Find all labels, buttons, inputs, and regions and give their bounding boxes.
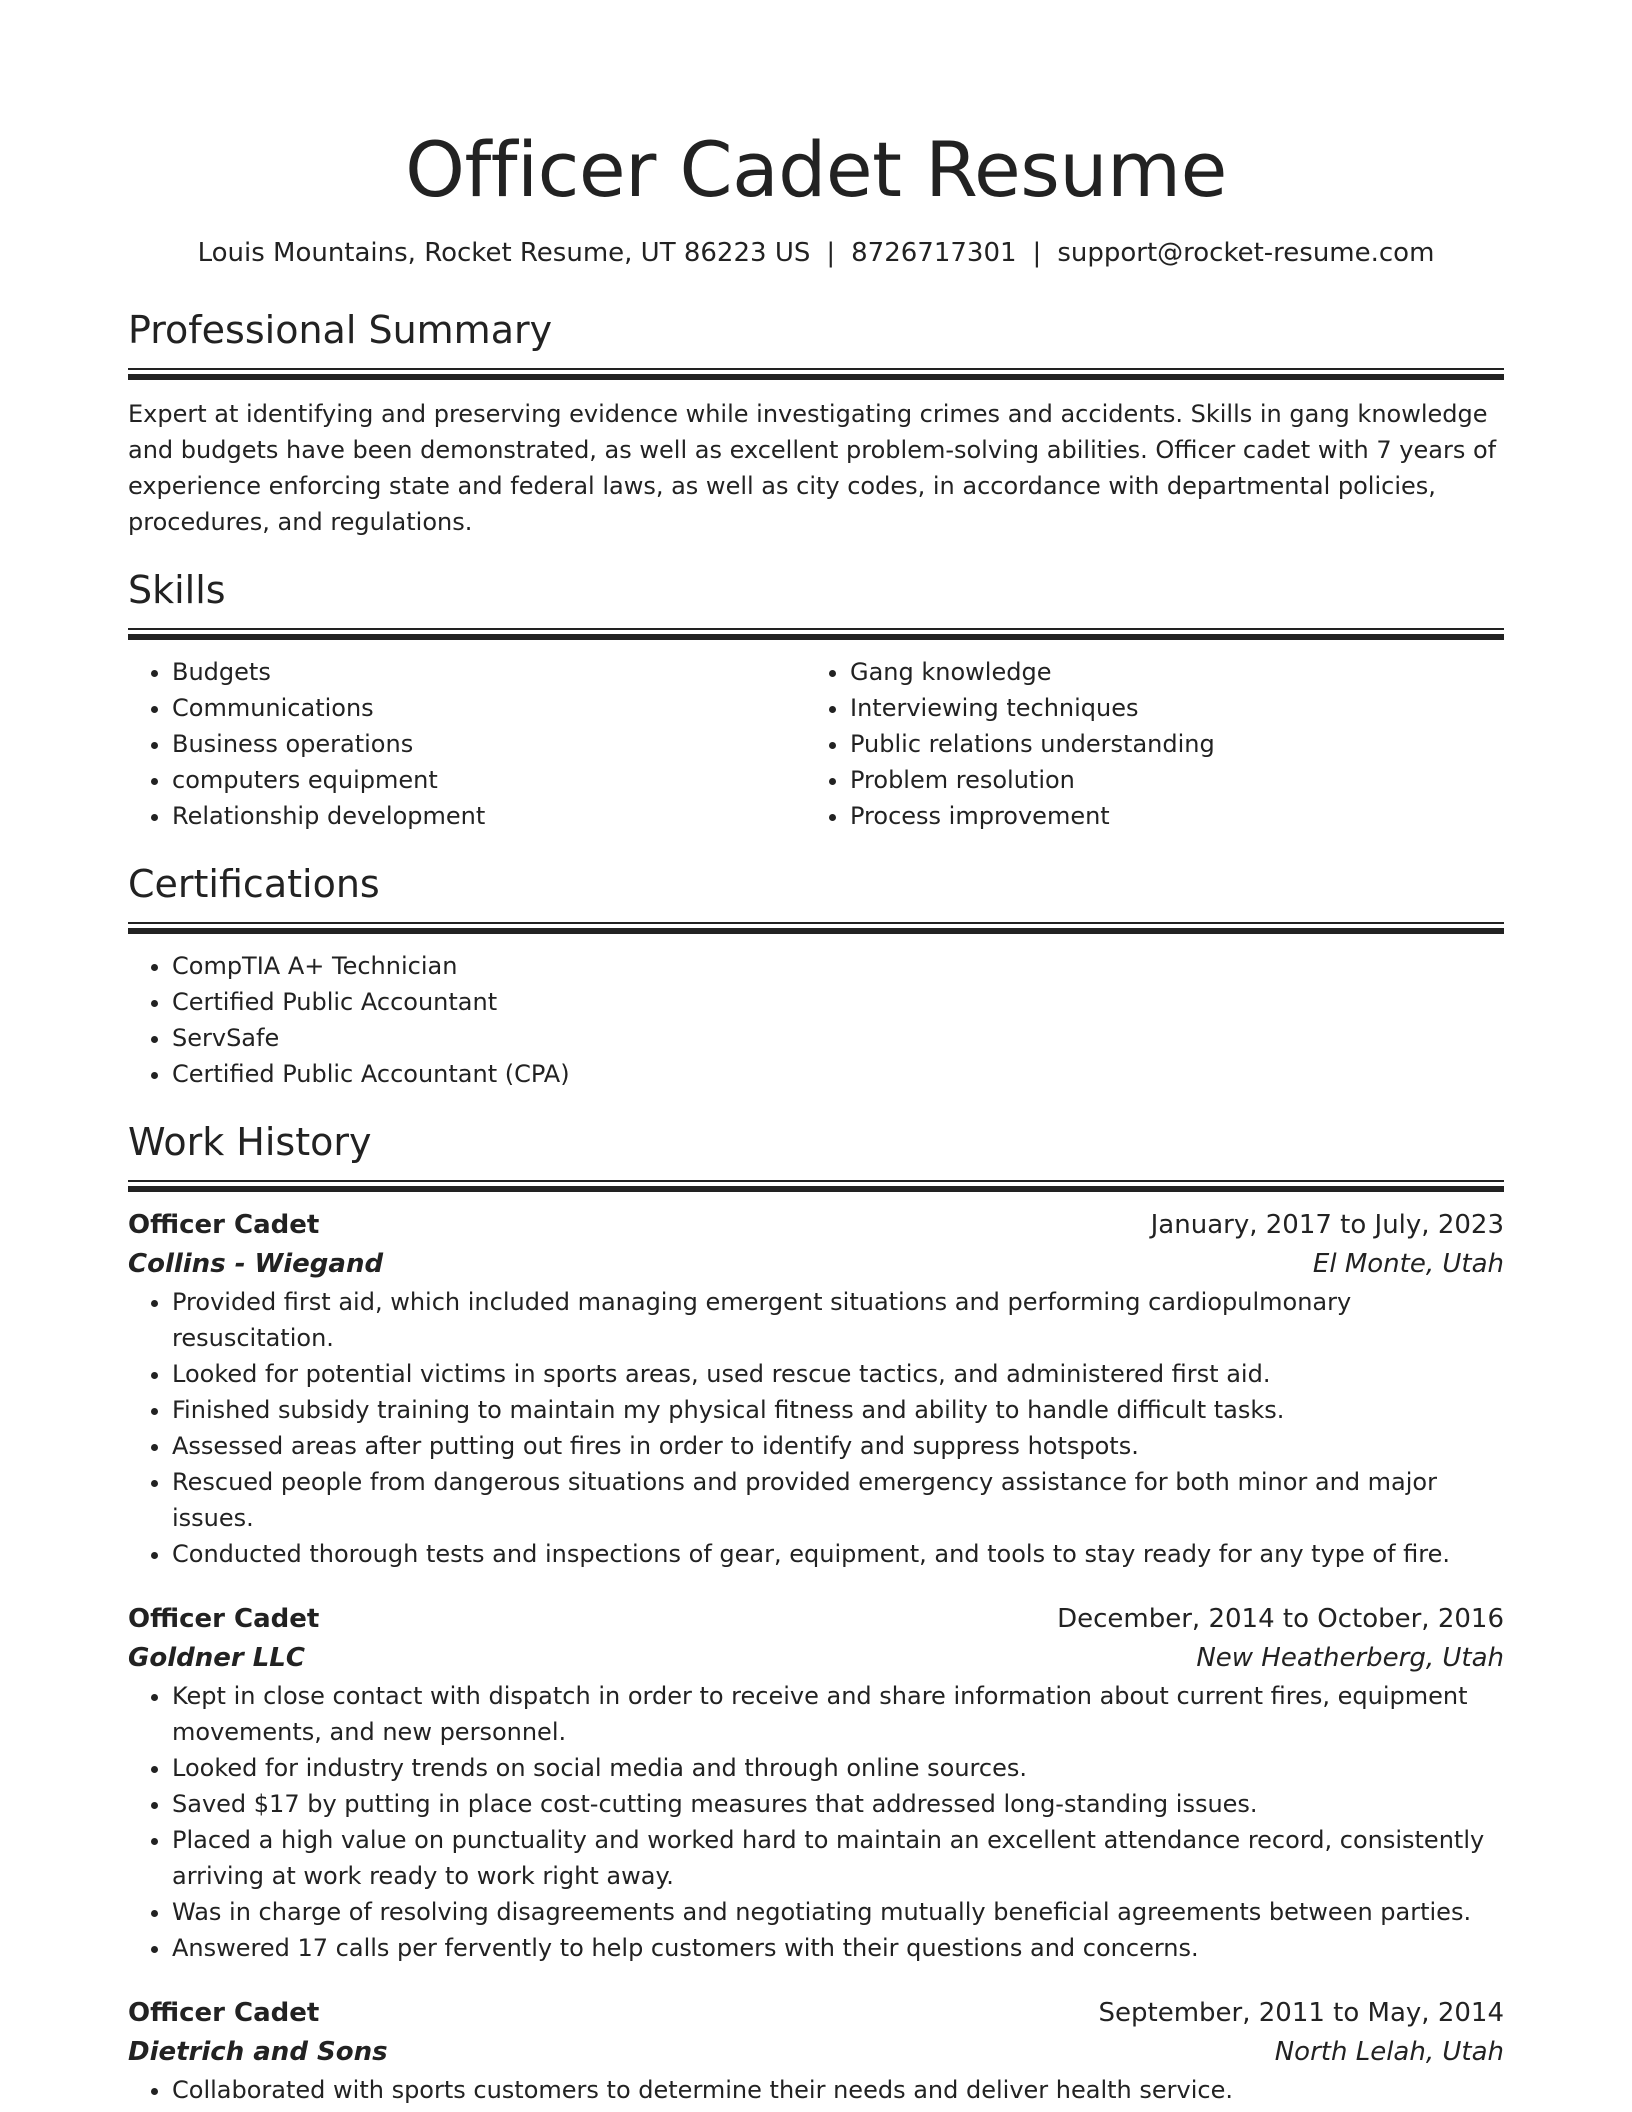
skills-grid [128, 654, 1504, 834]
job-location: El Monte, Utah [1312, 1249, 1504, 1279]
work-history-heading: Work History [128, 1120, 372, 1164]
job-title: Officer Cadet [128, 1998, 320, 2028]
job-dates: September, 2011 to May, 2014 [1098, 1998, 1504, 2028]
contact-phone: 8726717301 [851, 238, 1017, 268]
skill-item: • Business operations [172, 726, 806, 762]
job-bullet: • Looked for potential victims in sports areas, used rescue tactics, and administered first aid. [172, 1356, 1504, 1392]
skills-column-left [128, 654, 806, 834]
job-entry [128, 1206, 1504, 1572]
skill-item: • computers equipment [172, 762, 806, 798]
job-company: Goldner LLC [128, 1643, 305, 1673]
skill-item: • Relationship development [172, 798, 806, 834]
work-history-section [128, 1118, 1504, 2108]
contact-separator: | [826, 238, 836, 268]
job-company-row [128, 1638, 1504, 1678]
job-header-row [128, 1206, 1504, 1244]
skill-item: • Process improvement [850, 798, 1484, 834]
certification-item: • Certified Public Accountant (CPA) [172, 1056, 1504, 1092]
contact-address: Louis Mountains, Rocket Resume, UT 86223 US [197, 238, 811, 268]
section-divider [128, 628, 1504, 640]
job-company: Collins - Wiegand [128, 1249, 384, 1279]
job-bullet: • Collaborated with sports customers to determine their needs and deliver health service. [172, 2072, 1504, 2108]
job-location: New Heatherberg, Utah [1196, 1643, 1504, 1673]
skill-item: • Interviewing techniques [850, 690, 1484, 726]
job-bullet-list [128, 1678, 1504, 1966]
job-bullet: • Saved $17 by putting in place cost-cutting measures that addressed long-standing issues. [172, 1786, 1504, 1822]
skill-item: • Problem resolution [850, 762, 1484, 798]
summary-text: Expert at identifying and preserving evidence while investigating crimes and accidents. Skills in gang knowledge and budgets have been demonstrated, as well as excellent problem-solving abilities. Officer cadet with 7 years of experience enforcing state and federal laws, as well as city codes, in accordance with departmental policies, procedures, and regulations. [128, 400, 1497, 536]
job-entry [128, 1994, 1504, 2108]
contact-separator: | [1032, 238, 1042, 268]
skills-list-left [128, 654, 806, 834]
certification-item: • ServSafe [172, 1020, 1504, 1056]
certifications-list [128, 948, 1504, 1092]
skill-item: • Public relations understanding [850, 726, 1484, 762]
job-entry [128, 1600, 1504, 1966]
job-header-row [128, 1600, 1504, 1638]
summary-section [128, 306, 1504, 540]
page-title: Officer Cadet Resume [405, 125, 1227, 214]
contact-email: support@rocket-resume.com [1057, 238, 1435, 268]
section-divider [128, 368, 1504, 380]
skill-item: • Budgets [172, 654, 806, 690]
job-title: Officer Cadet [128, 1210, 320, 1240]
skill-item: • Gang knowledge [850, 654, 1484, 690]
skills-list-right [806, 654, 1484, 834]
job-bullet: • Was in charge of resolving disagreements and negotiating mutually beneficial agreements between parties. [172, 1894, 1504, 1930]
contact-line [128, 236, 1504, 270]
skills-section [128, 566, 1504, 834]
job-bullet: • Looked for industry trends on social media and through online sources. [172, 1750, 1504, 1786]
job-dates: January, 2017 to July, 2023 [1150, 1210, 1504, 1240]
job-bullet-list [128, 2072, 1504, 2108]
job-bullet-list [128, 1284, 1504, 1572]
job-bullet: • Finished subsidy training to maintain my physical fitness and ability to handle difficult tasks. [172, 1392, 1504, 1428]
job-location: North Lelah, Utah [1274, 2037, 1504, 2067]
job-bullet: • Kept in close contact with dispatch in order to receive and share information about current fires, equipment movements, and new personnel. [172, 1678, 1504, 1750]
job-bullet: • Provided first aid, which included managing emergent situations and performing cardiopulmonary resuscitation. [172, 1284, 1504, 1356]
job-company-row [128, 1244, 1504, 1284]
job-bullet: • Assessed areas after putting out fires in order to identify and suppress hotspots. [172, 1428, 1504, 1464]
certification-item: • CompTIA A+ Technician [172, 948, 1504, 984]
job-bullet: • Conducted thorough tests and inspections of gear, equipment, and tools to stay ready for any type of fire. [172, 1536, 1504, 1572]
summary-heading: Professional Summary [128, 308, 553, 352]
job-dates: December, 2014 to October, 2016 [1057, 1604, 1504, 1634]
job-company-row [128, 2032, 1504, 2072]
certification-item: • Certified Public Accountant [172, 984, 1504, 1020]
job-bullet: • Placed a high value on punctuality and worked hard to maintain an excellent attendance record, consistently arriving at work ready to work right away. [172, 1822, 1504, 1894]
job-company: Dietrich and Sons [128, 2037, 388, 2067]
job-bullet: • Rescued people from dangerous situations and provided emergency assistance for both minor and major issues. [172, 1464, 1504, 1536]
certifications-heading: Certifications [128, 862, 380, 906]
skill-item: • Communications [172, 690, 806, 726]
section-divider [128, 922, 1504, 934]
resume-page [128, 0, 1504, 2108]
skills-heading: Skills [128, 568, 226, 612]
job-header-row [128, 1994, 1504, 2032]
skills-column-right [806, 654, 1484, 834]
job-bullet: • Answered 17 calls per fervently to help customers with their questions and concerns. [172, 1930, 1504, 1966]
certifications-section [128, 860, 1504, 1092]
section-divider [128, 1180, 1504, 1192]
job-title: Officer Cadet [128, 1604, 320, 1634]
